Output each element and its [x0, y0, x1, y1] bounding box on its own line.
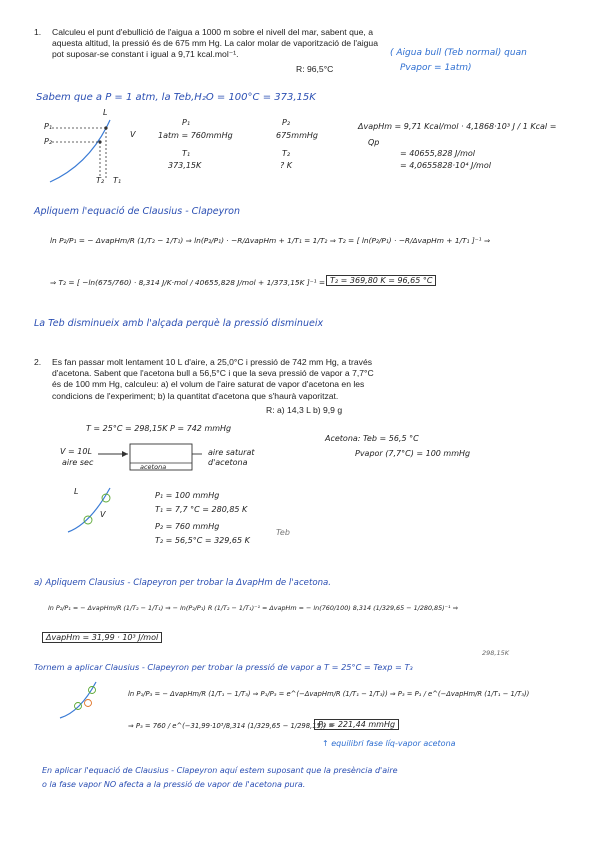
p1-graph-label-T1: T₁	[113, 176, 122, 185]
p2-graph-label-V: V	[100, 510, 106, 519]
p2-graph-label-L: L	[74, 487, 79, 496]
p1-dh-line1: ΔvapHm = 9,71 Kcal/mol · 4,1868·10³ J / 1 Kcal =	[358, 122, 557, 131]
problem2-line4: condicions de l'experiment; b) la quantitat d'acetona que s'haurà vaporitzat.	[52, 390, 339, 401]
p1-equation-2: ⇒ T₂ = [ −ln(675/760) · 8,314 J/K·mol / 40655,828 J/mol + 1/373,15K ]⁻¹ =	[50, 278, 326, 287]
problem1-result: R: 96,5°C	[296, 64, 334, 74]
p1-graph-label-V: V	[130, 130, 136, 139]
p2-acetona-teb: Acetona: Teb = 56,5 °C	[325, 434, 419, 443]
p2-acetona-pvap: Pvapor (7,7°C) = 100 mmHg	[355, 449, 471, 458]
p2-part-a-heading: a) Apliquem Clausius - Clapeyron per trobar la ΔvapHm de l'acetona.	[34, 578, 332, 588]
p1-dh-line2: = 40655,828 J/mol	[400, 149, 476, 158]
p2-teb-tag: Teb	[276, 528, 290, 537]
p2-state-P1: P₁ = 100 mmHg	[155, 491, 220, 500]
problem2-result: R: a) 14,3 L b) 9,9 g	[266, 405, 343, 415]
p1-col1-Tvalue: 373,15K	[168, 161, 202, 170]
p1-phase-curve	[50, 120, 110, 182]
p2-phase-graph	[60, 480, 132, 540]
p2-p3-result	[314, 719, 399, 730]
problem1-number: 1.	[34, 27, 42, 37]
p2-dh-result-text: ΔvapHm = 31,99 · 10³ J/mol	[46, 633, 159, 642]
p2-tornem-heading: Tornem a aplicar Clausius - Clapeyron per trobar la pressió de vapor a T = 25°C = Texp = T₃	[34, 662, 413, 672]
problem1-note-line1: ( Aigua bull (Teb normal) quan	[390, 48, 527, 58]
p2-dh-result	[42, 632, 162, 643]
p1-col2-value: 675mmHg	[276, 131, 318, 140]
p2-phase-graph-2	[54, 676, 114, 724]
p2-final-line1: En aplicar l'equació de Clausius - Clapeyron aquí estem suposant que la presència d'aire	[42, 766, 398, 775]
p2-p3-result-text: P₃ = 221,44 mmHg	[318, 720, 396, 729]
p2-volume: V = 10L	[60, 447, 92, 456]
p1-col2-T: T₂	[282, 149, 291, 158]
p1-equation-1: ln P₂/P₁ = − ΔvapHm/R (1/T₂ − 1/T₁) ⇒ ln(P₂/P₁) · −R/ΔvapHm + 1/T₁ = 1/T₂ ⇒ T₂ = [ ln(P₂/P₁) · −R/ΔvapHm + 1/T₁ ]⁻¹ ⇒	[50, 236, 491, 245]
p2-state-P2: P₂ = 760 mmHg	[155, 522, 220, 531]
p1-graph-label-T2: T₂	[96, 176, 105, 185]
p1-col2-Tvalue: ? K	[280, 161, 293, 170]
p1-col1-head: P₁	[182, 118, 191, 127]
p2-output-line1: aire saturat	[208, 448, 255, 457]
problem1-line1: Calculeu el punt d'ebullició de l'aigua a 1000 m sobre el nivell del mar, sabent que, a	[52, 27, 373, 37]
p1-graph-label-P2: P₂	[44, 137, 53, 146]
problem2-line3: és de 100 mm Hg, calculeu: a) el volum de l'aire saturat de vapor d'acetona en les	[52, 379, 365, 390]
p2-acetona-box-label: acetona	[140, 463, 167, 471]
p1-dh-line3: = 4,0655828·10⁴ J/mol	[400, 161, 491, 170]
p1-result-box: T₂ = 369,80 K = 96,65 °C	[326, 275, 436, 286]
p2-equation-4: ln P₁/P₃ = − ΔvapHm/R (1/T₁ − 1/T₃) ⇒ P₁/P₃ = e^(−ΔvapHm/R (1/T₁ − 1/T₃)) ⇒ P₃ = P₁ / e^(−ΔvapHm/R (1/T₁ − 1/T₃))	[128, 690, 530, 698]
problem2-line2: d'acetona. Sabent que l'acetona bull a 56,5°C i que la seva pressió de vapor a 7,7°C	[52, 368, 374, 379]
p2-output-line2: d'acetona	[208, 458, 248, 467]
p1-dh-qp: Qp	[368, 138, 380, 147]
p2-conditions: T = 25°C = 298,15K P = 742 mmHg	[86, 424, 232, 433]
p1-col2-head: P₂	[282, 118, 291, 127]
p2-state-T2: T₂ = 56,5°C = 329,65 K	[155, 536, 250, 545]
p1-col1-T: T₁	[182, 149, 191, 158]
problem1-line2: aquesta altitud, la pressió és de 675 mm Hg. La calor molar de vaporització de l'aigua	[52, 38, 378, 49]
p1-sabem-line: Sabem que a P = 1 atm, la Teb,H₂O = 100°C = 373,15K	[36, 92, 316, 103]
problem2-number: 2.	[34, 357, 42, 367]
p1-conclusion: La Teb disminueix amb l'alçada perquè la pressió disminueix	[34, 318, 324, 329]
p2-small-note: 298,15K	[482, 649, 510, 657]
p2-state-T1: T₁ = 7,7 °C = 280,85 K	[155, 505, 248, 514]
p2-equilibri-note: ↑ equilibri fase líq-vapor acetona	[322, 739, 456, 748]
p1-graph-label-L: L	[103, 108, 108, 117]
p2-equation-5: ⇒ P₃ = 760 / e^(−31,99·10³/8,314 (1/329,65 − 1/298,15)) =	[128, 722, 335, 730]
problem1-note-line2: Pvapor = 1atm)	[400, 63, 472, 73]
p1-apliquem-heading: Apliquem l'equació de Clausius - Clapeyron	[34, 206, 241, 217]
p2-final-line2: o la fase vapor NO afecta a la pressió de vapor de l'acetona pura.	[42, 780, 306, 789]
p2-equation-3: ln P₂/P₁ = − ΔvapHm/R (1/T₂ − 1/T₁) ⇒ − ln(P₂/P₁) R (1/T₂ − 1/T₁)⁻¹ = ΔvapHm = − ln(760/100) 8,314 (1/329,65 − 1/280,85)⁻¹ ⇒	[48, 604, 458, 612]
p1-graph-label-P1: P₁	[44, 122, 53, 131]
problem2-line1: Es fan passar molt lentament 10 L d'aire, a 25,0°C i pressió de 742 mm Hg, a través	[52, 357, 373, 367]
problem1-line3: pot suposar-se constant i igual a 9,71 kcal.mol⁻¹.	[52, 49, 239, 60]
p1-col1-value: 1atm = 760mmHg	[158, 131, 233, 140]
p2-aire-sec: aire sec	[62, 458, 94, 467]
